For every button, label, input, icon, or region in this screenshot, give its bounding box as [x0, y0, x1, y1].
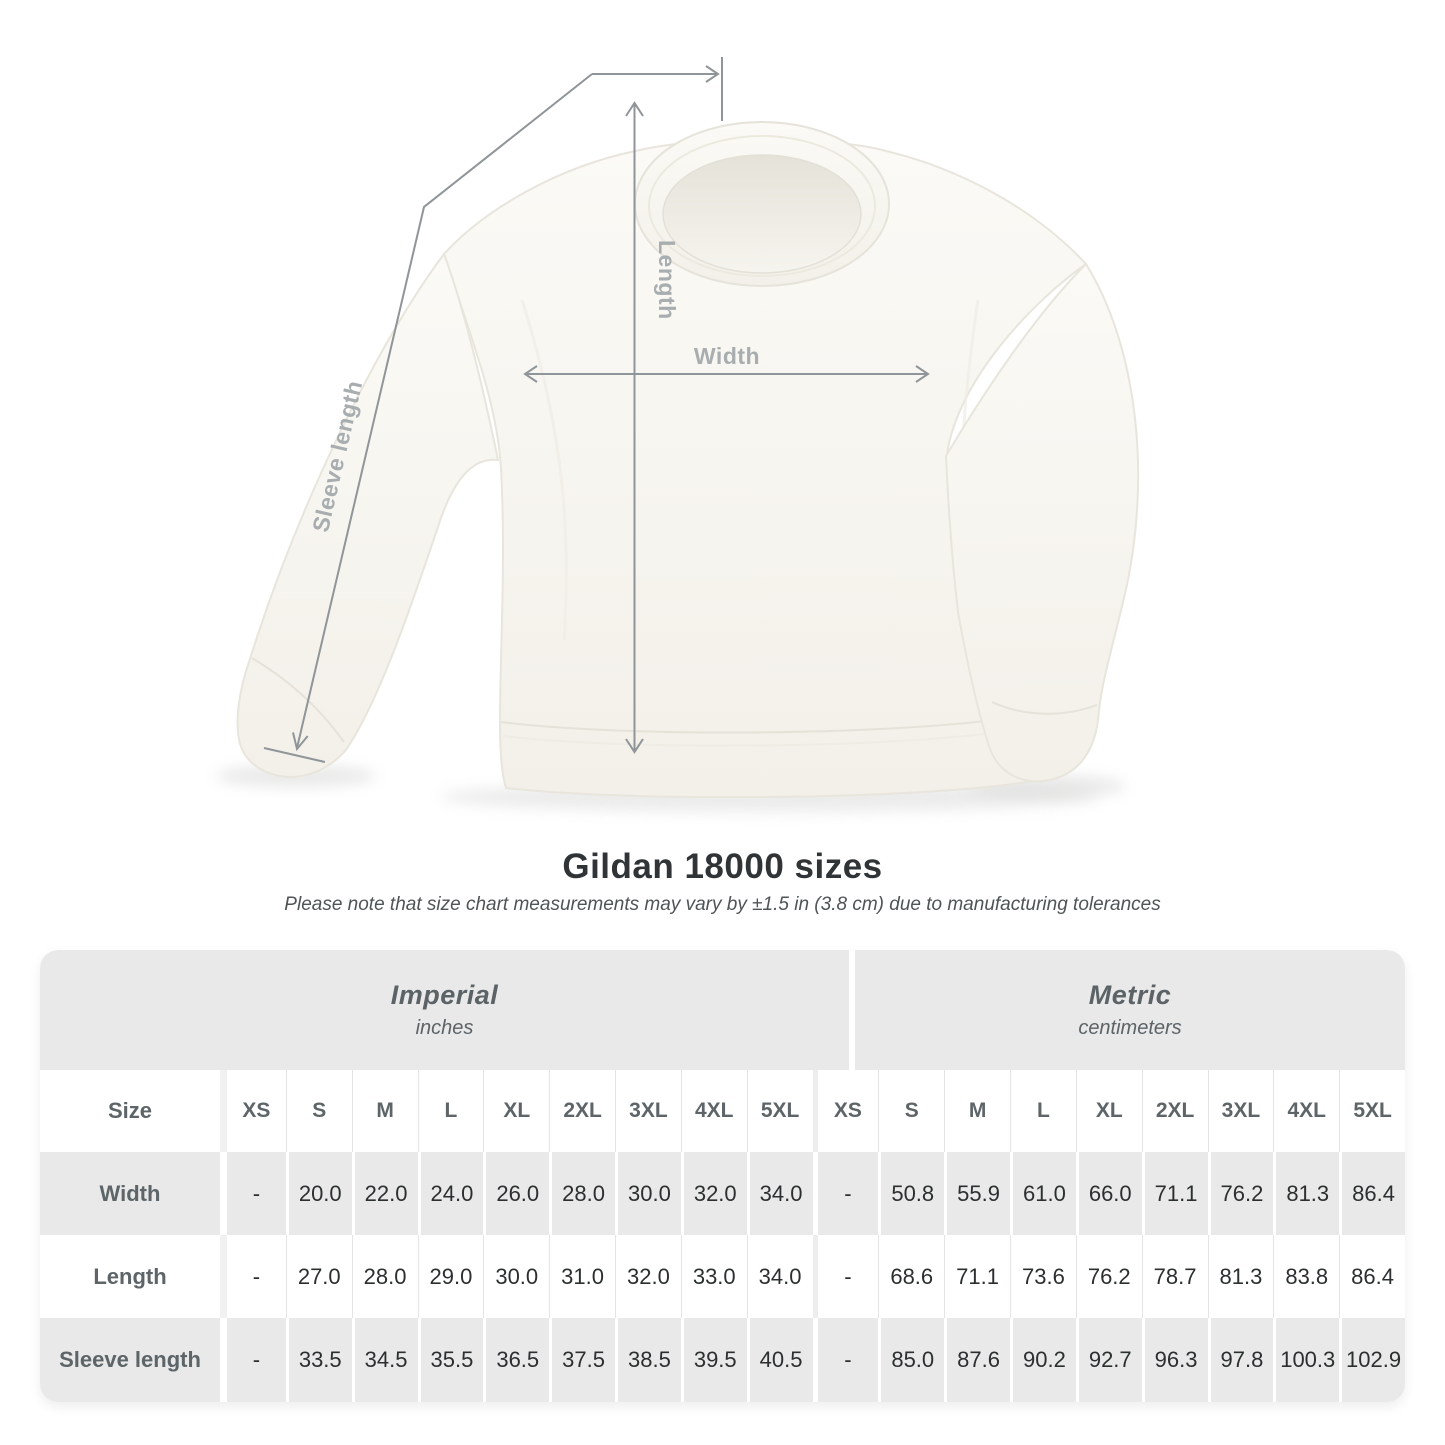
- sleeve-length-label: Sleeve length: [307, 377, 368, 535]
- table-cell: 85.0: [878, 1318, 944, 1402]
- size-col-header: 3XL: [615, 1070, 681, 1152]
- size-col-header: XS: [813, 1070, 879, 1152]
- table-cell: 33.5: [286, 1318, 352, 1402]
- metric-label: Metric: [1088, 980, 1172, 1010]
- size-col-header: S: [878, 1070, 944, 1152]
- size-col-header: XL: [483, 1070, 549, 1152]
- tolerance-note: Please note that size chart measurements may vary by ±1.5 in (3.8 cm) due to manufacturing tolerances: [284, 894, 1161, 915]
- table-cell: 20.0: [286, 1152, 352, 1235]
- size-col-header: 5XL: [1339, 1070, 1405, 1152]
- table-cell: 81.3: [1273, 1152, 1339, 1235]
- row-label: Length: [93, 1263, 167, 1289]
- table-cell: 36.5: [483, 1318, 549, 1402]
- size-col-header: 5XL: [747, 1070, 813, 1152]
- table-cell: 32.0: [615, 1235, 681, 1318]
- table-cell: 71.1: [944, 1235, 1010, 1318]
- table-cell: 28.0: [352, 1235, 418, 1318]
- table-cell: 31.0: [549, 1235, 615, 1318]
- table-cell: 39.5: [681, 1318, 747, 1402]
- size-header-row: [40, 1070, 1405, 1152]
- size-col-header: L: [418, 1070, 484, 1152]
- table-cell: 73.6: [1010, 1235, 1076, 1318]
- table-row-width: [40, 1152, 1405, 1235]
- table-cell: 76.2: [1076, 1235, 1142, 1318]
- table-cell: 34.5: [352, 1318, 418, 1402]
- size-col-header: 4XL: [681, 1070, 747, 1152]
- table-cell: 32.0: [681, 1152, 747, 1235]
- size-col-header: M: [352, 1070, 418, 1152]
- size-col-header: S: [286, 1070, 352, 1152]
- table-cell: 71.1: [1142, 1152, 1208, 1235]
- table-cell: 68.6: [878, 1235, 944, 1318]
- unit-group-band: [40, 950, 1405, 1070]
- table-cell: 78.7: [1142, 1235, 1208, 1318]
- table-cell: 33.0: [681, 1235, 747, 1318]
- table-cell: -: [813, 1235, 879, 1318]
- table-cell: 26.0: [483, 1152, 549, 1235]
- table-cell: 66.0: [1076, 1152, 1142, 1235]
- sweatshirt-left-sleeve: [238, 254, 498, 777]
- table-cell: 30.0: [615, 1152, 681, 1235]
- sweatshirt-illustration: [216, 122, 1138, 812]
- table-cell: -: [220, 1235, 286, 1318]
- length-label: Length: [654, 240, 680, 320]
- table-cell: 96.3: [1142, 1318, 1208, 1402]
- size-table: [40, 950, 1405, 1402]
- table-cell: 100.3: [1273, 1318, 1339, 1402]
- table-cell: 90.2: [1010, 1318, 1076, 1402]
- table-cell: 97.8: [1208, 1318, 1274, 1402]
- table-cell: 61.0: [1010, 1152, 1076, 1235]
- imperial-unit: inches: [415, 1017, 474, 1039]
- table-cell: 30.0: [483, 1235, 549, 1318]
- metric-unit: centimeters: [1078, 1017, 1182, 1039]
- table-cell: -: [813, 1318, 879, 1402]
- table-cell: 28.0: [549, 1152, 615, 1235]
- size-col-header: L: [1010, 1070, 1076, 1152]
- table-cell: 102.9: [1339, 1318, 1405, 1402]
- table-cell: 22.0: [352, 1152, 418, 1235]
- table-cell: 38.5: [615, 1318, 681, 1402]
- table-cell: 87.6: [944, 1318, 1010, 1402]
- table-cell: -: [220, 1152, 286, 1235]
- metric-group-header: [855, 950, 1405, 1070]
- width-label: Width: [693, 343, 761, 369]
- imperial-label: Imperial: [390, 980, 499, 1010]
- table-cell: -: [220, 1318, 286, 1402]
- table-cell: 34.0: [747, 1152, 813, 1235]
- table-cell: 35.5: [418, 1318, 484, 1402]
- size-col-header: XL: [1076, 1070, 1142, 1152]
- size-col-header: M: [944, 1070, 1010, 1152]
- table-cell: -: [813, 1152, 879, 1235]
- table-cell: 24.0: [418, 1152, 484, 1235]
- table-cell: 76.2: [1208, 1152, 1274, 1235]
- size-header: Size: [107, 1098, 153, 1123]
- table-cell: 34.0: [747, 1235, 813, 1318]
- table-cell: 86.4: [1339, 1235, 1405, 1318]
- table-cell: 40.5: [747, 1318, 813, 1402]
- size-col-header: 4XL: [1273, 1070, 1339, 1152]
- table-cell: 83.8: [1273, 1235, 1339, 1318]
- imperial-group-header: [40, 950, 855, 1070]
- table-cell: 29.0: [418, 1235, 484, 1318]
- table-cell: 81.3: [1208, 1235, 1274, 1318]
- size-col-header: XS: [220, 1070, 286, 1152]
- table-cell: 92.7: [1076, 1318, 1142, 1402]
- row-label: Width: [99, 1180, 161, 1206]
- table-row-length: [40, 1235, 1405, 1318]
- size-col-header: 2XL: [549, 1070, 615, 1152]
- table-cell: 37.5: [549, 1318, 615, 1402]
- table-row-sleeve-length: [40, 1318, 1405, 1402]
- row-label: Sleeve length: [59, 1347, 201, 1372]
- table-cell: 86.4: [1339, 1152, 1405, 1235]
- table-cell: 27.0: [286, 1235, 352, 1318]
- table-cell: 50.8: [878, 1152, 944, 1235]
- size-col-header: 3XL: [1208, 1070, 1274, 1152]
- page-title: Gildan 18000 sizes: [562, 847, 883, 886]
- table-cell: 55.9: [944, 1152, 1010, 1235]
- size-col-header: 2XL: [1142, 1070, 1208, 1152]
